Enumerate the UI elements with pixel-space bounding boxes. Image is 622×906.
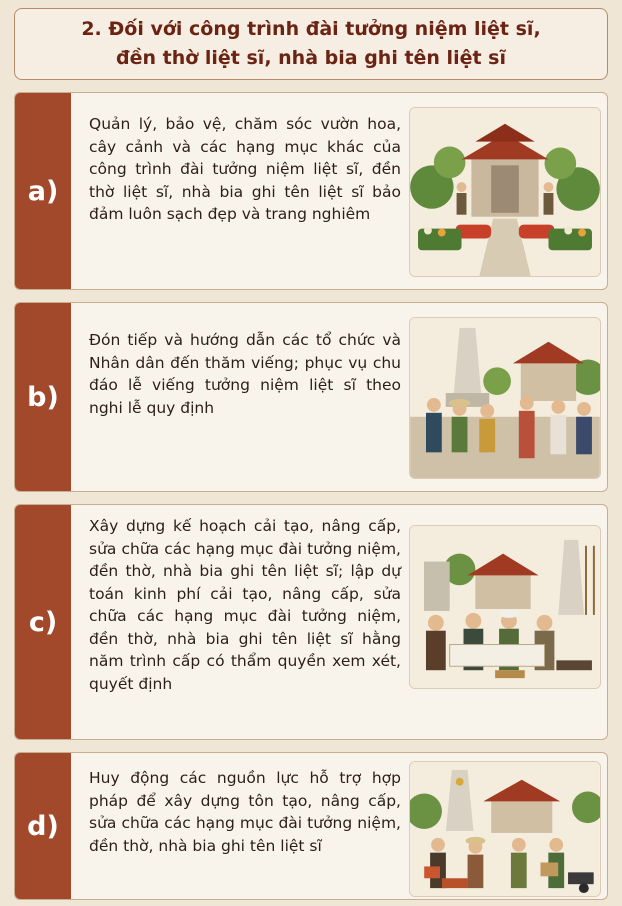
item-card-b [14, 302, 608, 492]
resource-mobilization-icon [409, 761, 601, 897]
item-card-a [14, 92, 608, 290]
item-label-b: b) [15, 303, 71, 491]
memorial-visitors-icon [409, 317, 601, 479]
item-text-d: Huy động các nguồn lực hỗ trợ hợp pháp để xây dựng tôn tạo, nâng cấp, sửa chữa các hạng mục đài tưởng niệm, đền thờ, nhà bia ghi tên liệt sĩ [89, 769, 401, 855]
item-label-c: c) [15, 505, 71, 739]
header-line-1: 2. Đối với công trình đài tưởng niệm liệt sĩ, [81, 18, 541, 40]
item-text-a: Quản lý, bảo vệ, chăm sóc vườn hoa, cây cảnh và các hạng mục khác của công trình đài tưởng niệm liệt sĩ, đền thờ liệt sĩ, nhà bia ghi tên liệt sĩ bảo đảm luôn sạch đẹp và trang nghiêm [89, 115, 401, 223]
item-label-a: a) [15, 93, 71, 289]
item-label-d: d) [15, 753, 71, 899]
renovation-planning-icon [409, 525, 601, 689]
item-text-b: Đón tiếp và hướng dẫn các tổ chức và Nhân dân đến thăm viếng; phục vụ chu đáo lễ viếng tưởng niệm liệt sĩ theo nghi lễ quy định [89, 331, 401, 417]
item-card-d [14, 752, 608, 900]
header-line-2: đền thờ liệt sĩ, nhà bia ghi tên liệt sĩ [115, 47, 506, 69]
item-text-c: Xây dựng kế hoạch cải tạo, nâng cấp, sửa chữa các hạng mục đài tưởng niệm, đền thờ, nhà bia ghi tên liệt sĩ; lập dự toán kinh phí cải tạo, nâng cấp, sửa chữa các hạng mục đài tưởng niệm, đền thờ, nhà bia ghi tên liệt sĩ hằng năm trình cấp có thẩm quyền xem xét, quyết định [89, 517, 401, 693]
section-header [14, 8, 608, 80]
item-card-c [14, 504, 608, 740]
memorial-garden-care-icon [409, 107, 601, 277]
